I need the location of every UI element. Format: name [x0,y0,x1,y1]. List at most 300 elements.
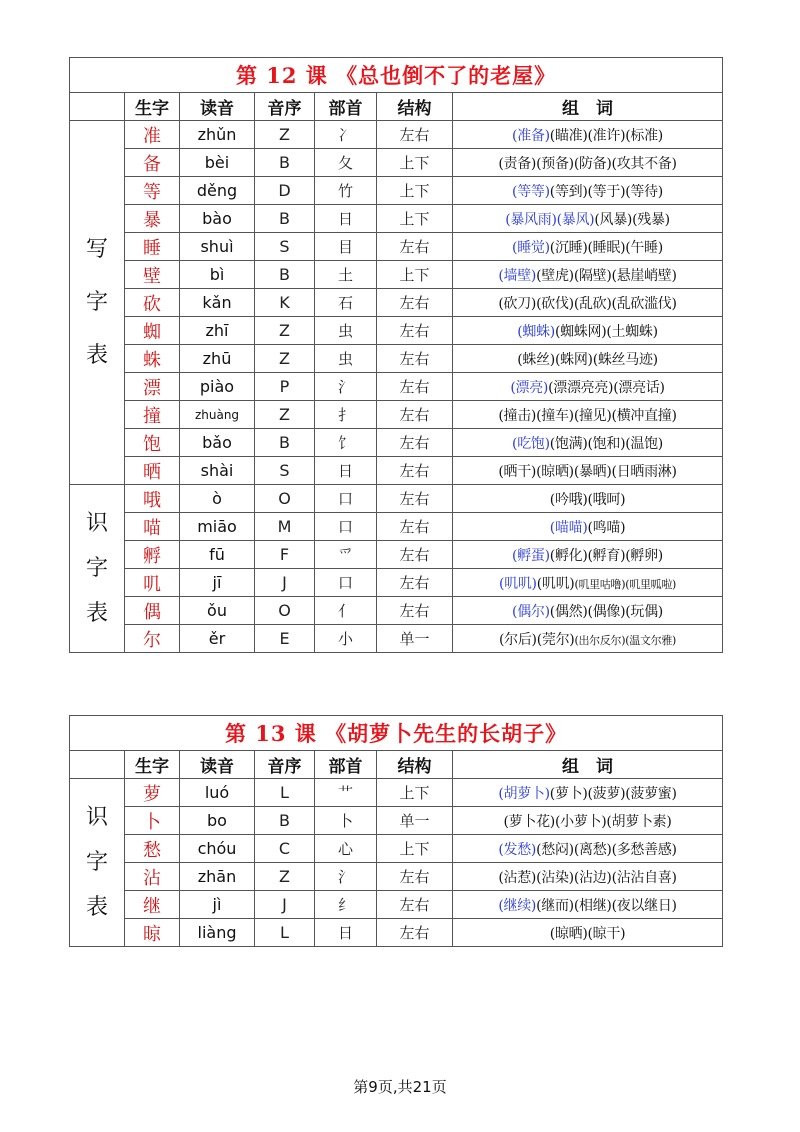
phonetic-order: Z [255,317,315,345]
structure: 上下 [377,149,453,177]
phonetic-order: B [255,149,315,177]
word: (沾染) [536,869,574,886]
word: (叽叽) [498,575,537,592]
phonetic-order: S [255,457,315,485]
word-list [453,891,723,919]
word: (预备) [536,155,574,172]
new-character: 尔 [125,625,180,653]
word: (晾干) [587,925,626,942]
radical: 土 [315,261,377,289]
phonetic-order: C [255,835,315,863]
section-label-text [70,795,124,930]
word-list [453,863,723,891]
pinyin: ěr [180,625,255,653]
pinyin: zhū [180,345,255,373]
word: (尔后) [498,631,537,648]
word: (午睡) [625,239,663,256]
word-list [453,485,723,513]
word: (饱和) [587,435,626,452]
word-list [453,569,723,597]
word: (偶然) [549,603,588,620]
word: (责备) [498,155,537,172]
structure: 左右 [377,541,453,569]
word-list [453,149,723,177]
pinyin: bì [180,261,255,289]
radical: 艹 [315,779,377,807]
column-header: 组 词 [453,93,723,121]
word: (继而) [536,897,574,914]
phonetic-order: O [255,485,315,513]
section-label-text [70,501,124,636]
word: (菠萝蜜) [625,785,677,802]
word: (暴晒) [573,463,612,480]
word: (瞄准) [549,127,588,144]
structure: 上下 [377,835,453,863]
section-label [70,485,125,653]
radical: 饣 [315,429,377,457]
word: (砍刀) [498,295,537,312]
table-row [70,401,723,429]
pinyin: shuì [180,233,255,261]
phonetic-order: D [255,177,315,205]
word: (胡萝卜) [498,785,550,802]
structure: 左右 [377,863,453,891]
structure: 左右 [377,289,453,317]
word: (多愁善感) [611,841,677,858]
word: (土蜘蛛) [606,323,658,340]
radical: 日 [315,457,377,485]
word: (玩偶) [625,603,663,620]
word: (叽叽) [536,575,575,592]
new-character: 愁 [125,835,180,863]
table-row [70,121,723,149]
phonetic-order: P [255,373,315,401]
column-header: 部首 [315,751,377,779]
pinyin: zhǔn [180,121,255,149]
word: (叽里呱啦) [625,577,677,591]
word: (睡眠) [587,239,626,256]
pinyin: zhān [180,863,255,891]
lesson-13-table-wrapper [69,715,722,947]
word: (叽里咕噜) [574,577,626,591]
word: (壁虎) [536,267,574,284]
word: (菠萝) [587,785,626,802]
new-character: 喵 [125,513,180,541]
new-character: 壁 [125,261,180,289]
word: (悬崖峭壁) [611,267,677,284]
phonetic-order: B [255,261,315,289]
structure: 左右 [377,345,453,373]
phonetic-order: J [255,891,315,919]
section-label-char: 表 [85,343,108,368]
structure: 左右 [377,597,453,625]
title-row [70,716,723,751]
word: (吃饱) [512,435,550,452]
word: (继续) [498,897,537,914]
word: (隔壁) [573,267,612,284]
word-list [453,317,723,345]
word: (等到) [549,183,588,200]
word: (撞击) [498,407,537,424]
pinyin: jì [180,891,255,919]
structure: 左右 [377,891,453,919]
word-list [453,205,723,233]
table-row [70,807,723,835]
table-row [70,835,723,863]
radical: 爫 [315,541,377,569]
word: (蛛丝马迹) [592,351,658,368]
word: (漂漂亮亮) [548,379,614,396]
word: (萝卜) [549,785,588,802]
word-list [453,625,723,653]
structure: 上下 [377,779,453,807]
word: (等待) [625,183,663,200]
section-label-char: 表 [85,601,108,626]
new-character: 准 [125,121,180,149]
word: (小萝卜) [554,813,607,830]
structure: 左右 [377,919,453,947]
structure: 单一 [377,625,453,653]
word: (蛛丝) [517,351,555,368]
word: (横冲直撞) [611,407,677,424]
word: (胡萝卜素) [606,813,672,830]
new-character: 偶 [125,597,180,625]
radical: 日 [315,205,377,233]
new-character: 等 [125,177,180,205]
pinyin: bào [180,205,255,233]
word: (准许) [587,127,626,144]
structure: 上下 [377,177,453,205]
word: (离愁) [573,841,612,858]
table-row [70,345,723,373]
table-row [70,513,723,541]
column-header: 组 词 [453,751,723,779]
new-character: 暴 [125,205,180,233]
phonetic-order: L [255,779,315,807]
table-row [70,597,723,625]
pinyin: luó [180,779,255,807]
word: (孵化) [549,547,588,564]
word-list [453,513,723,541]
word: (愁闷) [536,841,574,858]
word: (攻其不备) [611,155,677,172]
word: (发愁) [498,841,537,858]
radical: 卜 [315,807,377,835]
lesson-title: 第 13 课 《胡萝卜先生的长胡子》 [70,716,723,751]
table-row [70,541,723,569]
new-character: 漂 [125,373,180,401]
column-header: 音序 [255,751,315,779]
word: (等于) [587,183,626,200]
word: (标准) [625,127,663,144]
section-label-char: 写 [85,237,108,262]
pinyin: piào [180,373,255,401]
section-label-text [70,223,124,382]
structure: 左右 [377,485,453,513]
new-character: 孵 [125,541,180,569]
new-character: 晾 [125,919,180,947]
word: (吟哦) [549,491,588,508]
radical: 石 [315,289,377,317]
pinyin: liàng [180,919,255,947]
radical: 口 [315,485,377,513]
pinyin: bo [180,807,255,835]
phonetic-order: J [255,569,315,597]
table-row [70,485,723,513]
word-list [453,429,723,457]
pinyin: bǎo [180,429,255,457]
new-character: 萝 [125,779,180,807]
word: (沾边) [573,869,612,886]
word: (墙壁) [498,267,537,284]
pinyin: ǒu [180,597,255,625]
section-label-char: 字 [85,290,108,315]
pinyin: miāo [180,513,255,541]
section-label-char: 识 [85,805,108,830]
word: (温饱) [625,435,663,452]
radical: 虫 [315,317,377,345]
phonetic-order: S [255,233,315,261]
structure: 左右 [377,569,453,597]
word: (莞尔) [536,631,575,648]
radical: 夂 [315,149,377,177]
column-header: 音序 [255,93,315,121]
word: (蛛网) [554,351,593,368]
phonetic-order: L [255,919,315,947]
radical: 目 [315,233,377,261]
word-list [453,289,723,317]
word: (喵喵) [549,519,588,536]
new-character: 撞 [125,401,180,429]
column-header: 生字 [125,93,180,121]
phonetic-order: B [255,205,315,233]
pinyin: jī [180,569,255,597]
structure: 左右 [377,121,453,149]
column-header: 生字 [125,751,180,779]
word: (出尔反尔) [574,633,626,647]
word: (孵育) [587,547,626,564]
new-character: 砍 [125,289,180,317]
word: (撞车) [536,407,574,424]
word: (等等) [512,183,550,200]
word: (蜘蛛网) [554,323,607,340]
new-character: 睡 [125,233,180,261]
column-header: 结构 [377,93,453,121]
table-row [70,373,723,401]
radical: 日 [315,919,377,947]
section-label-char: 字 [85,850,108,875]
word-list [453,807,723,835]
word: (睡觉) [512,239,550,256]
table-row [70,457,723,485]
word-list [453,121,723,149]
word-list [453,919,723,947]
new-character: 晒 [125,457,180,485]
word: (偶像) [587,603,626,620]
pinyin: zhī [180,317,255,345]
new-character: 沾 [125,863,180,891]
phonetic-order: F [255,541,315,569]
word: (萝卜花) [503,813,555,830]
word: (孵卵) [625,547,663,564]
word: (残暴) [632,211,670,228]
word: (沾惹) [498,869,537,886]
radical: 竹 [315,177,377,205]
word: (日晒雨淋) [611,463,677,480]
table-row [70,261,723,289]
phonetic-order: Z [255,345,315,373]
structure: 左右 [377,457,453,485]
pinyin: děng [180,177,255,205]
radical: 虫 [315,345,377,373]
word: (暴风雨) [505,211,557,228]
word: (相继) [573,897,612,914]
word: (晾晒) [536,463,574,480]
new-character: 卜 [125,807,180,835]
word: (夜以继日) [611,897,677,914]
word: (晾晒) [549,925,588,942]
structure: 左右 [377,429,453,457]
structure: 上下 [377,205,453,233]
word: (饱满) [549,435,588,452]
word-list [453,177,723,205]
new-character: 哦 [125,485,180,513]
section-label-char: 表 [85,895,108,920]
phonetic-order: Z [255,401,315,429]
radical: 亻 [315,597,377,625]
header-row [70,93,723,121]
pinyin: ò [180,485,255,513]
lesson12-table [69,57,723,653]
radical: 扌 [315,401,377,429]
word: (温文尔雅) [625,633,677,647]
pinyin: fū [180,541,255,569]
word: (防备) [573,155,612,172]
radical: 小 [315,625,377,653]
radical: 冫 [315,121,377,149]
column-header: 读音 [180,751,255,779]
phonetic-order: Z [255,863,315,891]
word: (孵蛋) [512,547,550,564]
lesson-12-table-wrapper [69,57,722,653]
word: (暴风) [556,211,595,228]
word: (砍伐) [536,295,574,312]
header-blank [70,751,125,779]
word: (哦呵) [587,491,626,508]
new-character: 备 [125,149,180,177]
new-character: 继 [125,891,180,919]
table-row [70,625,723,653]
word-list [453,261,723,289]
structure: 左右 [377,317,453,345]
table-row [70,569,723,597]
new-character: 饱 [125,429,180,457]
lesson-title: 第 12 课 《总也倒不了的老屋》 [70,58,723,93]
radical: 氵 [315,863,377,891]
table-row [70,177,723,205]
table-row [70,779,723,807]
table-row [70,233,723,261]
radical: 纟 [315,891,377,919]
word-list [453,835,723,863]
pinyin: kǎn [180,289,255,317]
pinyin: zhuàng [180,401,255,429]
new-character: 蜘 [125,317,180,345]
phonetic-order: O [255,597,315,625]
structure: 左右 [377,373,453,401]
structure: 上下 [377,261,453,289]
word-list [453,233,723,261]
structure: 左右 [377,513,453,541]
word-list [453,779,723,807]
word: (漂亮) [510,379,549,396]
word: (鸣喵) [587,519,626,536]
phonetic-order: Z [255,121,315,149]
word: (蜘蛛) [517,323,555,340]
new-character: 蛛 [125,345,180,373]
phonetic-order: B [255,429,315,457]
phonetic-order: B [255,807,315,835]
table-row [70,205,723,233]
column-header: 结构 [377,751,453,779]
radical: 口 [315,569,377,597]
section-label [70,121,125,485]
header-row [70,751,723,779]
table-row [70,919,723,947]
section-label [70,779,125,947]
table-row [70,863,723,891]
table-row [70,429,723,457]
table-row [70,149,723,177]
phonetic-order: K [255,289,315,317]
column-header: 读音 [180,93,255,121]
word-list [453,373,723,401]
pinyin: shài [180,457,255,485]
header-blank [70,93,125,121]
title-row [70,58,723,93]
word: (沉睡) [549,239,588,256]
structure: 左右 [377,401,453,429]
radical: 心 [315,835,377,863]
radical: 口 [315,513,377,541]
word: (沾沾自喜) [611,869,677,886]
word-list [453,401,723,429]
new-character: 叽 [125,569,180,597]
page-footer: 第9页,共21页 [353,1078,447,1096]
word: (准备) [512,127,550,144]
word: (撞见) [573,407,612,424]
section-label-char: 识 [85,511,108,536]
table-row [70,289,723,317]
lesson13-table [69,715,723,947]
radical: 氵 [315,373,377,401]
table-row [70,317,723,345]
word-list [453,345,723,373]
column-header: 部首 [315,93,377,121]
phonetic-order: M [255,513,315,541]
word: (漂亮话) [613,379,665,396]
word: (乱砍滥伐) [611,295,677,312]
word: (风暴) [594,211,633,228]
word-list [453,457,723,485]
pinyin: chóu [180,835,255,863]
word: (晒干) [498,463,537,480]
structure: 单一 [377,807,453,835]
structure: 左右 [377,233,453,261]
word-list [453,541,723,569]
word: (乱砍) [573,295,612,312]
table-row [70,891,723,919]
